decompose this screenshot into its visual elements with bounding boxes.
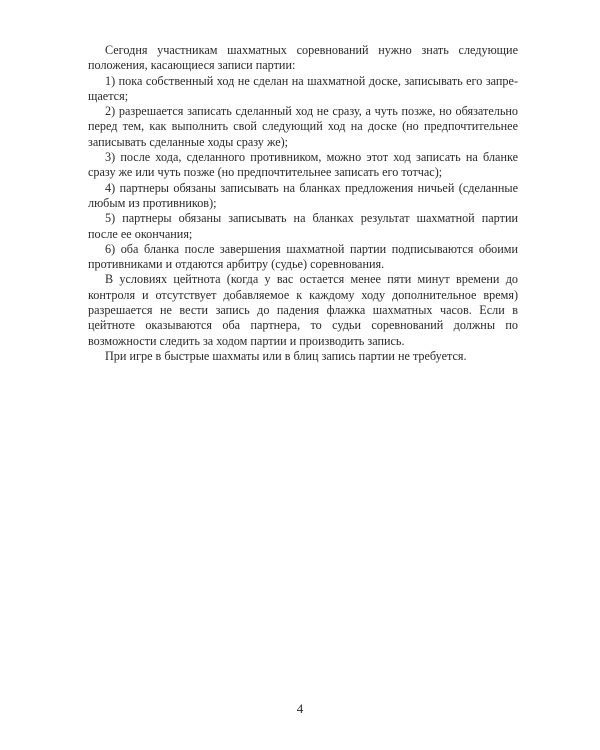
paragraph-rule-4: 4) партнеры обязаны записывать на бланках предложения ничьей (сделанные любым из противников); bbox=[88, 180, 518, 210]
paragraph-intro: Сегодня участникам шахматных соревнований нужно знать следующие положения, касающиеся записи партии: bbox=[88, 43, 518, 73]
paragraph-rule-6: 6) оба бланка после завершения шахматной партии подписываются обоими противниками и отдаются арбитру (судье) соревнования. bbox=[88, 241, 518, 272]
paragraph-rule-1: 1) пока собственный ход не сделан на шахматной доске, записывать его запрещается; bbox=[88, 73, 518, 103]
paragraph-rule-5: 5) партнеры обязаны записывать на бланках результат шахматной партии после ее окончания; bbox=[88, 211, 518, 241]
paragraph-rule-2: 2) разрешается записать сделанный ход не сразу, а чуть позже, но обязательно перед тем, как выполнить свой следующий ход на доске (но предпочтительнее записывать сделанные ходы сразу же); bbox=[88, 104, 518, 149]
page-body bbox=[88, 43, 518, 364]
page-number: 4 bbox=[296, 701, 304, 716]
paragraph-rule-3: 3) после хода, сделанного противником, можно этот ход записать на бланке сразу же или чуть позже (но предпочтительнее записать его тотчас); bbox=[88, 150, 518, 180]
paragraph-rapid-blitz: При игре в быстрые шахматы или в блиц запись партии не требуется. bbox=[105, 348, 467, 363]
paragraph-time-trouble: В условиях цейтнота (когда у вас остается менее пяти минут времени до контроля и отсутствует добавляемое к каждому ходу дополнительное время) разрешается не вести запись до падения флажка шахматных часов. Если в цейтноте оказываются оба партнера, то судьи соревнований должны по возможности следить за ходом партии и производить запись. bbox=[88, 272, 518, 348]
